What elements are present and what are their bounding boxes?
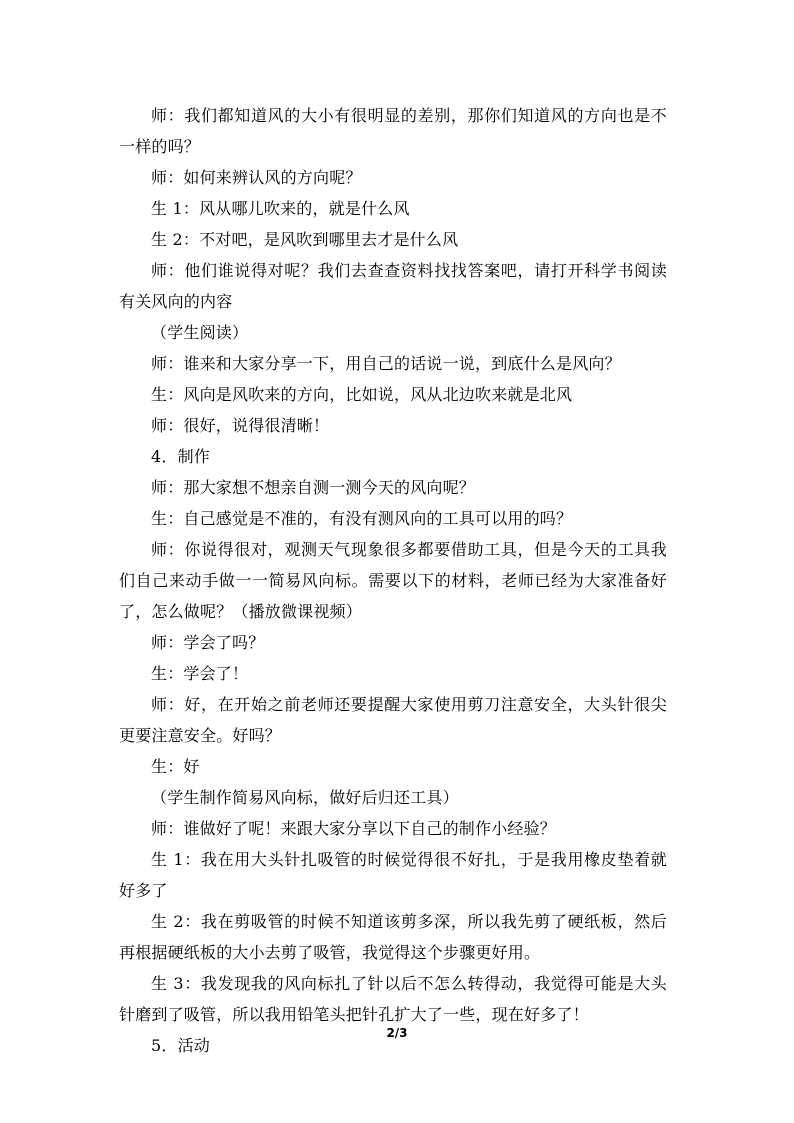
paragraph: 生 1：我在用大头针扎吸管的时候觉得很不好扎，于是我用橡皮垫着就好多了 — [119, 850, 667, 900]
paragraph: （学生制作简易风向标，做好后归还工具） — [151, 788, 459, 807]
section-heading: 5．活动 — [151, 1036, 210, 1055]
paragraph: 师：好，在开始之前老师还要提醒大家使用剪刀注意安全，大头针很尖更要注意安全。好吗？ — [119, 695, 667, 745]
paragraph: 生 2：我在剪吸管的时候不知道该剪多深，所以我先剪了硬纸板，然后再根据硬纸板的大小去剪了吸管，我觉得这个步骤更好用。 — [119, 912, 667, 962]
document-body — [119, 100, 667, 1061]
paragraph: 师：谁来和大家分享一下，用自己的话说一说，到底什么是风向？ — [151, 354, 621, 373]
paragraph: 生：学会了！ — [151, 664, 249, 683]
paragraph: 生 2：不对吧，是风吹到哪里去才是什么风 — [151, 230, 459, 249]
paragraph: 师：那大家想不想亲自测一测今天的风向呢？ — [151, 478, 476, 497]
paragraph: 生：风向是风吹来的方向，比如说，风从北边吹来就是北风 — [151, 385, 573, 404]
paragraph: 师：学会了吗？ — [151, 633, 265, 652]
paragraph: 师：谁做好了呢！来跟大家分享以下自己的制作小经验？ — [151, 819, 557, 838]
paragraph: 师：如何来辨认风的方向呢？ — [151, 168, 362, 187]
section-heading: 4．制作 — [151, 447, 210, 466]
paragraph: 生 1：风从哪儿吹来的，就是什么风 — [151, 199, 410, 218]
paragraph: 师：你说得很对，观测天气现象很多都要借助工具，但是今天的工具我们自己来动手做一一简易风向标。需要以下的材料，老师已经为大家准备好了，怎么做呢？（播放微课视频） — [119, 540, 667, 621]
paragraph: 师：他们谁说得对呢？我们去查查资料找找答案吧，请打开科学书阅读有关风向的内容 — [119, 261, 667, 311]
paragraph: 生：自己感觉是不准的，有没有测风向的工具可以用的吗？ — [151, 509, 573, 528]
paragraph: （学生阅读） — [151, 323, 249, 342]
paragraph: 师：我们都知道风的大小有很明显的差别，那你们知道风的方向也是不一样的吗？ — [119, 106, 667, 156]
paragraph: 生：好 — [151, 757, 200, 776]
paragraph: 师：很好，说得很清晰！ — [151, 416, 330, 435]
page-number: 2/3 — [386, 1026, 408, 1040]
paragraph: 生 3：我发现我的风向标扎了针以后不怎么转得动，我觉得可能是大头针磨到了吸管，所以我用铅笔头把针孔扩大了一些，现在好多了！ — [119, 974, 667, 1024]
